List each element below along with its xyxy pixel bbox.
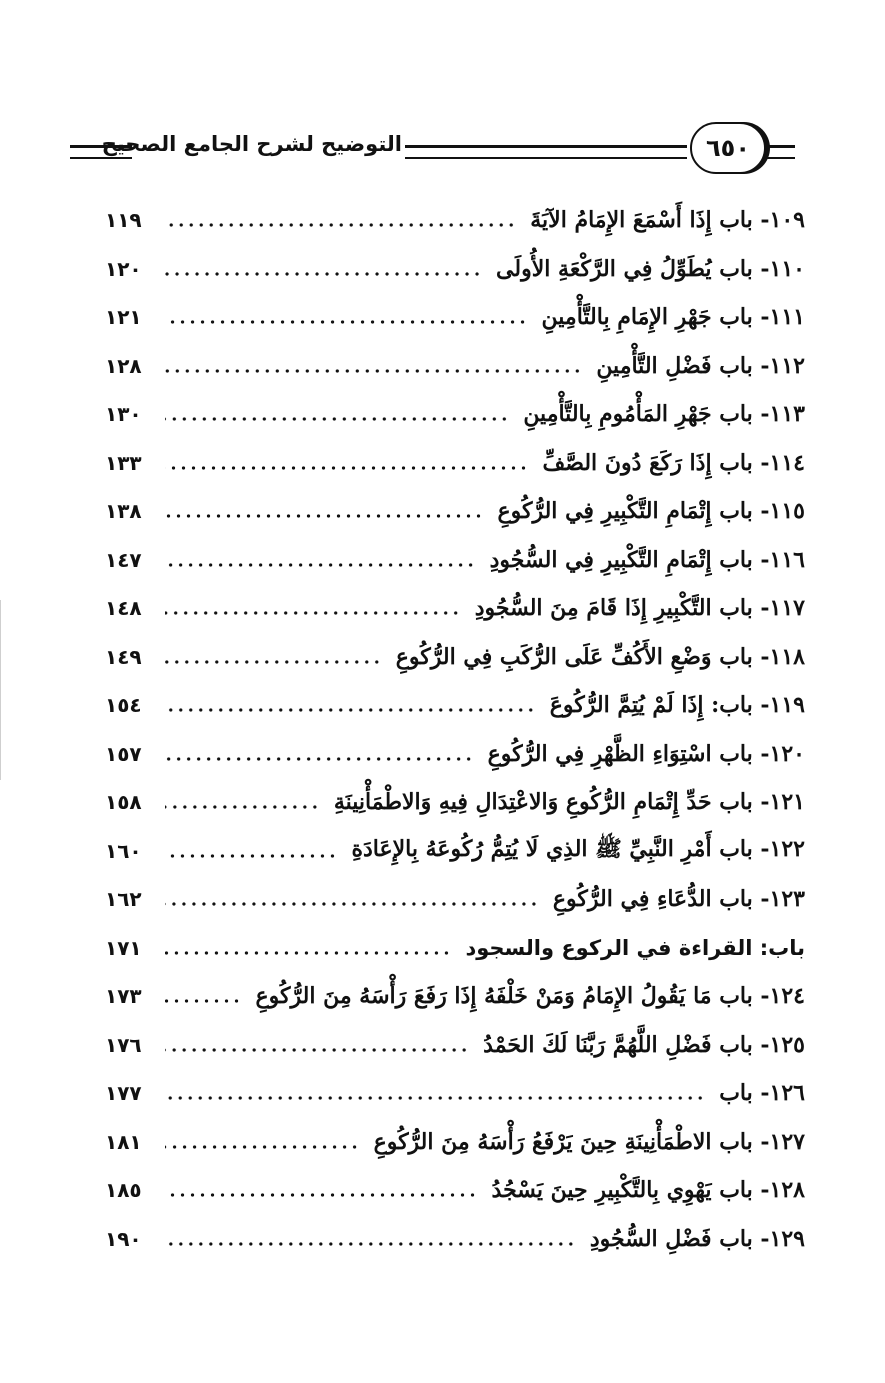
dot-leader — [165, 514, 484, 518]
entry-page: ١٥٤ — [105, 693, 142, 718]
dot-leader — [165, 902, 539, 906]
dot-leader — [165, 708, 536, 712]
entry-title: ١٢٣- باب الدُّعَاءِ فِي الرُّكُوعِ — [552, 886, 805, 913]
entry-title: ١٢٢- باب أَمْرِ النَّبِيِّ ﷺ الذِي لَا يُتِمُّ رُكُوعَهُ بِالإِعَادَةِ — [351, 835, 805, 862]
entry-title: ١١٧- باب التَّكْبِيرِ إِذَا قَامَ مِنَ السُّجُودِ — [474, 595, 805, 622]
entry-title: ١١٤- باب إِذَا رَكَعَ دُونَ الصَّفِّ — [542, 449, 805, 476]
entry-page: ١٢٨ — [105, 353, 142, 378]
dot-leader — [165, 1193, 478, 1197]
dot-leader — [165, 757, 474, 761]
entry-title: ١١١- باب جَهْرِ الإِمَامِ بِالتَّأْمِينِ — [541, 304, 805, 331]
entry-title: ١٢٨- باب يَهْوِي بِالتَّكْبِيرِ حِينَ يَسْجُدُ — [491, 1177, 805, 1204]
entry-page: ١٥٧ — [105, 741, 142, 766]
toc-entry — [105, 439, 805, 488]
entry-page: ١٤٨ — [105, 596, 142, 621]
entry-title: ١٠٩- باب إِذَا أَسْمَعَ الإِمَامُ الآيَةَ — [530, 207, 805, 234]
toc-entry — [105, 633, 805, 682]
toc-entry — [105, 245, 805, 294]
dot-leader — [165, 369, 582, 373]
entry-title: ١١٩- باب: إِذَا لَمْ يُتِمَّ الرُّكُوعَ — [549, 692, 805, 719]
toc-entry — [105, 972, 805, 1021]
toc-entry — [105, 778, 805, 827]
entry-page: ١٣٣ — [105, 450, 142, 475]
toc-entry — [105, 1166, 805, 1215]
dot-leader — [165, 660, 382, 664]
toc-entry — [105, 584, 805, 633]
entry-page: ١٢١ — [105, 305, 142, 330]
page-number-badge — [690, 122, 766, 174]
toc-entry — [105, 924, 805, 973]
entry-title: ١١٠- باب يُطَوِّلُ فِي الرَّكْعَةِ الأُولَى — [496, 255, 805, 282]
toc-entry — [105, 196, 805, 245]
dot-leader — [165, 417, 509, 421]
dot-leader — [165, 611, 461, 615]
entry-title: ١٢٩- باب فَضْلِ السُّجُودِ — [589, 1225, 805, 1252]
header-rule-middle — [405, 145, 687, 159]
dot-leader — [165, 951, 451, 955]
toc-entry — [105, 293, 805, 342]
toc-entry — [105, 1215, 805, 1264]
dot-leader — [165, 854, 337, 858]
entry-title: باب: القراءة في الركوع والسجود — [465, 935, 805, 960]
entry-title: ١٢٠- باب اسْتِوَاءِ الظَّهْرِ فِي الرُّكُوعِ — [487, 740, 805, 767]
toc-entry — [105, 1021, 805, 1070]
entry-title: ١١٣- باب جَهْرِ المَأْمُومِ بِالتَّأْمِينِ — [523, 401, 805, 428]
entry-page: ١٣٨ — [105, 499, 142, 524]
entry-title: ١١٦- باب إِتْمَامِ التَّكْبِيرِ فِي السُّجُودِ — [489, 546, 805, 573]
dot-leader — [165, 320, 528, 324]
entry-title: ١١٢- باب فَضْلِ التَّأْمِينِ — [596, 352, 805, 379]
entry-page: ١٦٢ — [105, 887, 142, 912]
toc-entry — [105, 875, 805, 924]
page-number: ٦٥٠ — [706, 134, 750, 162]
dot-leader — [165, 805, 320, 809]
entry-page: ١٧٣ — [105, 984, 142, 1009]
entry-page: ١٨١ — [105, 1129, 142, 1154]
entry-title: ١٢٥- باب فَضْلِ اللَّهُمَّ رَبَّنَا لَكَ الحَمْدُ — [483, 1031, 805, 1058]
entry-title: ١٢٦- باب — [719, 1080, 805, 1107]
dot-leader — [165, 223, 516, 227]
toc-entry — [105, 730, 805, 779]
dot-leader — [165, 1242, 576, 1246]
dot-leader — [165, 272, 482, 276]
entry-title: ١٢٤- باب مَا يَقُولُ الإِمَامُ وَمَنْ خَلْفَهُ إِذَا رَفَعَ رَأْسَهُ مِنَ الرُّكُوعِ — [255, 983, 805, 1010]
entry-page: ١١٩ — [105, 208, 142, 233]
book-title: التوضيح لشرح الجامع الصحيح — [101, 132, 402, 156]
running-header — [70, 118, 810, 178]
scan-edge-line — [0, 600, 1, 780]
toc-entry — [105, 536, 805, 585]
entry-page: ١٧٦ — [105, 1032, 142, 1057]
entry-page: ١٧٧ — [105, 1081, 142, 1106]
toc-entry — [105, 390, 805, 439]
toc-entry — [105, 487, 805, 536]
dot-leader — [165, 563, 476, 567]
entry-page: ١٥٨ — [105, 790, 142, 815]
dot-leader — [165, 1145, 360, 1149]
dot-leader — [165, 999, 242, 1003]
dot-leader — [165, 466, 529, 470]
entry-title: ١٢١- باب حَدِّ إِتْمَامِ الرُّكُوعِ وَالاعْتِدَالِ فِيهِ وَالاطْمَأْنِينَةِ — [333, 789, 805, 816]
entry-page: ١٨٥ — [105, 1178, 142, 1203]
entry-title: ١٢٧- باب الاطْمَأْنِينَةِ حِينَ يَرْفَعُ رَأْسَهُ مِنَ الرُّكُوعِ — [373, 1128, 805, 1155]
entry-page: ١٩٠ — [105, 1226, 142, 1251]
entry-page: ١٧١ — [105, 935, 142, 960]
toc-entry — [105, 1069, 805, 1118]
entry-title: ١١٥- باب إِتْمَامِ التَّكْبِيرِ فِي الرُّكُوعِ — [497, 498, 805, 525]
table-of-contents — [105, 196, 805, 1263]
entry-page: ١٦٠ — [105, 838, 142, 863]
entry-page: ١٢٠ — [105, 256, 142, 281]
entry-page: ١٤٩ — [105, 644, 142, 669]
dot-leader — [165, 1048, 469, 1052]
toc-entry — [105, 681, 805, 730]
toc-entry — [105, 342, 805, 391]
dot-leader — [165, 1096, 705, 1100]
toc-entry — [105, 1118, 805, 1167]
entry-page: ١٤٧ — [105, 547, 142, 572]
entry-title: ١١٨- باب وَضْعِ الأَكُفِّ عَلَى الرُّكَبِ فِي الرُّكُوعِ — [395, 643, 805, 670]
toc-entry — [105, 827, 805, 876]
entry-page: ١٣٠ — [105, 402, 142, 427]
header-rule-right — [765, 145, 795, 159]
